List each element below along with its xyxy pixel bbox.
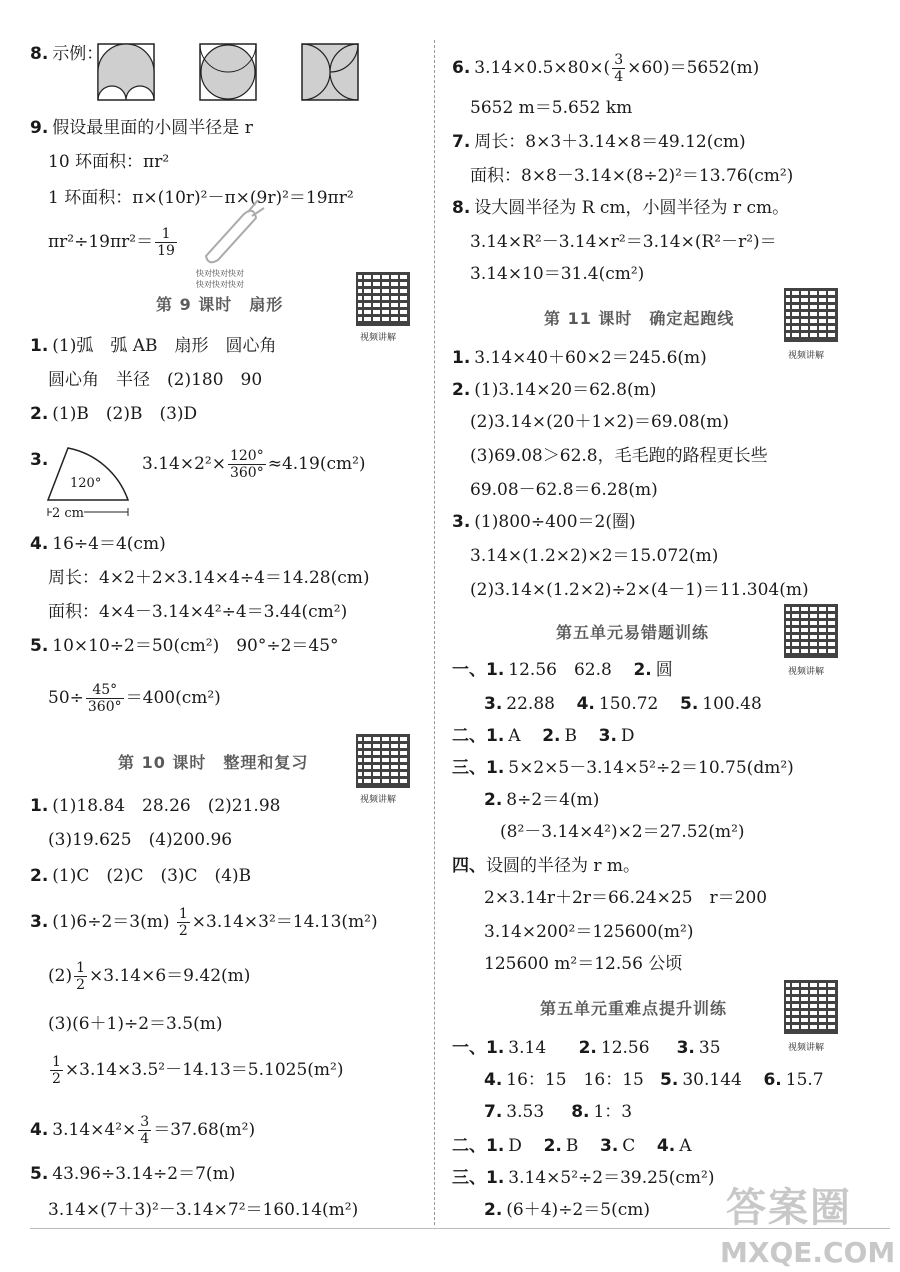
watermark-logo: 答案圈	[726, 1185, 852, 1231]
section-title-lesson9: 第 9 课时 扇形	[156, 295, 284, 314]
q6-line2: 5652 m＝5.652 km	[470, 98, 633, 118]
section-title-lesson10: 第 10 课时 整理和复习	[118, 753, 309, 772]
e3-line3: (8²－3.14×4²)×2＝27.52(m²)	[500, 822, 745, 842]
section-title-errors: 第五单元易错题训练	[556, 623, 710, 642]
fraction: $\frac{3}{4}$	[614, 52, 624, 85]
s10q3-line2: (2) $\frac{1}{2}$ ×3.14×6＝9.42(m)	[48, 960, 251, 993]
s9q4-line1: 4. 16÷4＝4(cm)	[30, 534, 166, 554]
qr-caption: 视频讲解	[360, 333, 397, 343]
carrot-sticker-icon	[196, 196, 266, 266]
k2-line: 二、1. D 2. B 3. C 4. A	[452, 1136, 692, 1156]
s11q2-line4: 69.08－62.8＝6.28(m)	[470, 480, 658, 500]
qr-code-icon[interactable]	[784, 980, 838, 1034]
e4-line1: 四、设圆的半径为 r m。	[452, 856, 641, 876]
fraction: $\frac{3}{4}$	[140, 1114, 150, 1147]
section-title-lesson11: 第 11 课时 确定起跑线	[544, 309, 735, 328]
k1c-line: 7. 3.53 8. 1：3	[484, 1102, 633, 1122]
e4-line2: 2×3.14r＋2r＝66.24×25 r＝200	[484, 888, 768, 908]
sticker-text-1: 快对快对快对	[196, 269, 244, 278]
e3-line2: 2. 8÷2＝4(m)	[484, 790, 600, 810]
fraction: $\frac{45^\circ}{360^\circ}$	[87, 682, 122, 715]
qr-code-icon[interactable]	[356, 734, 410, 788]
s9q1-line1: 1. (1)弧 弧 AB 扇形 圆心角	[30, 336, 277, 356]
e1b-line: 3. 22.88 4. 150.72 5. 100.48	[484, 694, 762, 714]
e2-line: 二、1. A 2. B 3. D	[452, 726, 635, 746]
s10q3-line4: $\frac{1}{2}$ ×3.14×3.5²－14.13＝5.1025(m²)	[52, 1054, 344, 1087]
qr-code-icon[interactable]	[784, 288, 838, 342]
q9-line1: 9. 假设最里面的小圆半径是 r	[30, 118, 253, 138]
q9-line3: 1 环面积：π×(10r)²－π×(9r)²＝19πr²	[48, 188, 354, 208]
qr-caption: 视频讲解	[360, 795, 397, 805]
s11q3-line2: 3.14×(1.2×2)×2＝15.072(m)	[470, 546, 719, 566]
s11q3-line3: (2)3.14×(1.2×2)÷2×(4－1)＝11.304(m)	[470, 580, 809, 600]
s9q2-line: 2. (1)B (2)B (3)D	[30, 404, 198, 424]
s11q2-line3: (3)69.08＞62.8，毛毛跑的路程更长些	[470, 446, 768, 466]
s10q1-line2: (3)19.625 (4)200.96	[48, 830, 233, 850]
s9q1-line2: 圆心角 半径 (2)180 90	[48, 370, 263, 390]
q7-line2: 面积：8×8－3.14×(8÷2)²＝13.76(cm²)	[470, 166, 794, 186]
s11q1-line: 1. 3.14×40＋60×2＝245.6(m)	[452, 348, 707, 368]
sector-radius-label: 2 cm	[52, 502, 84, 526]
qr-caption: 视频讲解	[788, 351, 825, 361]
e4-line4: 125600 m²＝12.56 公顷	[484, 954, 683, 974]
s10q3-line3: (3)(6＋1)÷2＝3.5(m)	[48, 1014, 223, 1034]
e3-line1: 三、1. 5×2×5－3.14×5²÷2＝10.75(dm²)	[452, 758, 794, 778]
k1-line: 一、1. 3.14 2. 12.56 3. 35	[452, 1038, 721, 1058]
s9q4-line2: 周长：4×2＋2×3.14×4÷4＝14.28(cm)	[48, 568, 370, 588]
column-divider	[434, 40, 435, 1225]
s9q5-line1: 5. 10×10÷2＝50(cm²) 90°÷2＝45°	[30, 636, 339, 656]
fraction: $\frac{120^\circ}{360^\circ}$	[229, 448, 264, 481]
watermark-url: MXQE.COM	[720, 1236, 896, 1269]
s10q1-line1: 1. (1)18.84 28.26 (2)21.98	[30, 796, 281, 816]
qr-caption: 视频讲解	[788, 667, 825, 677]
e4-line3: 3.14×200²＝125600(m²)	[484, 922, 694, 942]
q9-line2: 10 环面积：πr²	[48, 152, 170, 172]
sector-angle-label: 120°	[70, 476, 102, 491]
q7-line1: 7. 周长：8×3＋3.14×8＝49.12(cm)	[452, 132, 746, 152]
k3-line1: 三、1. 3.14×5²÷2＝39.25(cm²)	[452, 1168, 715, 1188]
s11q3-line1: 3. (1)800÷400＝2(圈)	[452, 512, 636, 532]
s10q5-line2: 3.14×(7＋3)²－3.14×7²＝160.14(m²)	[48, 1200, 359, 1220]
s11q2-line2: (2)3.14×(20＋1×2)＝69.08(m)	[470, 412, 730, 432]
q8r-line1: 8. 设大圆半径为 R cm，小圆半径为 r cm。	[452, 198, 790, 218]
qr-code-icon[interactable]	[356, 272, 410, 326]
qr-code-icon[interactable]	[784, 604, 838, 658]
q8r-line2: 3.14×R²－3.14×r²＝3.14×(R²－r²)＝	[470, 232, 777, 252]
q9-line4: πr²÷19πr²＝ $\frac{1}{19}$	[48, 226, 175, 259]
q6-line1: 6. 3.14×0.5×80×( $\frac{3}{4}$ ×60)＝5652(m)	[452, 52, 760, 85]
fraction: $\frac{1}{2}$	[52, 1054, 61, 1087]
s9q3-num: 3.	[30, 450, 49, 470]
s9q5-line2: 50÷ $\frac{45^\circ}{360^\circ}$ ＝400(cm²)	[48, 682, 221, 715]
s9q3-line: 3.14×2²× $\frac{120^\circ}{360^\circ}$ ≈4.19(cm²)	[142, 448, 366, 481]
s11q2-line1: 2. (1)3.14×20＝62.8(m)	[452, 380, 657, 400]
fraction: $\frac{1}{2}$	[178, 906, 188, 939]
sticker-text-2: 快对快对快对	[196, 280, 244, 289]
e1-line: 一、1. 12.56 62.8 2. 圆	[452, 660, 673, 680]
q8-line: 8. 示例：	[30, 44, 104, 64]
qr-caption: 视频讲解	[788, 1043, 825, 1053]
s10q5-line1: 5. 43.96÷3.14÷2＝7(m)	[30, 1164, 236, 1184]
fraction: $\frac{1}{19}$	[157, 226, 175, 259]
s10q4-line: 4. 3.14×4²× $\frac{3}{4}$ ＝37.68(m²)	[30, 1114, 256, 1147]
section-title-advanced: 第五单元重难点提升训练	[540, 999, 728, 1018]
s10q3-line1: 3. (1)6÷2＝3(m) $\frac{1}{2}$ ×3.14×3²＝14.13(m²)	[30, 906, 378, 939]
fraction: $\frac{1}{2}$	[76, 960, 86, 993]
k1b-line: 4. 16：15 16：15 5. 30.144 6. 15.7	[484, 1070, 824, 1090]
q8r-line3: 3.14×10＝31.4(cm²)	[470, 264, 645, 284]
s10q2-line: 2. (1)C (2)C (3)C (4)B	[30, 866, 252, 886]
s9q4-line3: 面积：4×4－3.14×4²÷4＝3.44(cm²)	[48, 602, 348, 622]
k3-line2: 2. (6＋4)÷2＝5(cm)	[484, 1200, 650, 1220]
q8-figures	[96, 42, 366, 102]
